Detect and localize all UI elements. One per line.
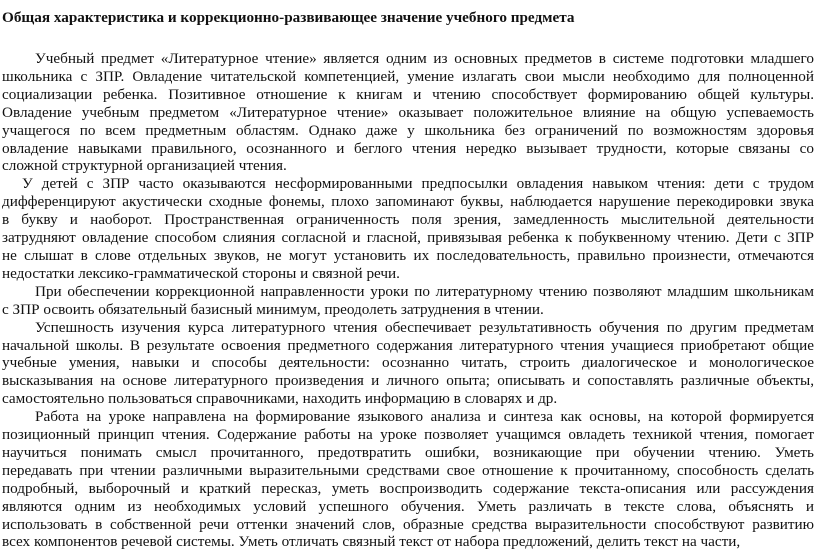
text-line: Учебный предмет «Литературное чтение» является одним из основных предметов в системе подготовки младшего [35, 50, 814, 67]
text-line: социализации ребенка. Позитивное отношение к книгам и чтению способствует формированию общей культуры. [2, 85, 814, 103]
text-line: являются одним из необходимых условий успешного обучения. Уметь различать в тексте слова, объяснять и [2, 497, 814, 515]
text-line: затрудняют овладение способом слияния согласной и гласной, привязывая ребенка к побуквенному чтению. Дети с ЗПР [2, 229, 814, 247]
text-line: Работа на уроке направлена на формирование языкового анализа и синтеза как основы, на которой формируется [35, 408, 814, 426]
text-line: не слышат в слове отдельных звуков, не могут установить их последовательность, правильно произнести, отмечаются [2, 246, 814, 264]
paragraph [0, 50, 816, 175]
text-line: школьника с ЗПР. Овладение читательской компетенцией, умение излагать свои мысли необходимо для полноценной [2, 67, 814, 85]
text-line: передавать при чтении различными выразительными средствами свое отношение к прочитанному, способность сделать [2, 461, 814, 479]
text-line: позиционный принцип чтения. Содержание работы на уроке позволяет учащимся овладеть техникой чтения, помогает [2, 426, 814, 444]
text-line: с ЗПР освоить обязательный базисный минимум, преодолеть затруднения в чтении. [2, 300, 544, 318]
paragraph [0, 408, 816, 551]
text-line: учащегося по всем предметным областям. Однако даже у школьника без ограничений по возможностям здоровья [2, 121, 814, 139]
text-line: научиться понимать смысл прочитанного, предотвратить ошибки, возникающие при обучении чтению. Уметь [2, 443, 814, 461]
text-line: учебные умения, навыки и способы деятельности: осознанно читать, строить диалогическое и монологическое [2, 354, 814, 372]
document-body [0, 50, 816, 551]
text-line: высказывания на основе литературного произведения и личного опыта; описывать и сопоставлять различные объекты, [2, 372, 814, 390]
text-line: подробный, выборочный и краткий пересказ, уметь воспроизводить содержание текста-описания или рассуждения [2, 479, 814, 497]
text-line: недостатки лексико-грамматической стороны и связной речи. [2, 264, 400, 282]
paragraph [0, 319, 816, 409]
text-line: У детей с ЗПР часто оказываются несформированными предпосылки овладения навыком чтения: дети с трудом [22, 175, 814, 193]
text-line: При обеспечении коррекционной направленности уроки по литературному чтению позволяют младшим школьникам [35, 282, 814, 300]
text-line: всех компонентов речевой системы. Уметь отличать связный текст от набора предложений, делить текст на части, [2, 533, 741, 551]
text-line: использовать в собственной речи оттенки значений слов, образные средства выразительности способствуют развитию [2, 515, 814, 533]
paragraph [0, 283, 816, 319]
text-line: сложной структурной организацией чтения. [2, 157, 287, 175]
text-line: Успешность изучения курса литературного чтения обеспечивает результативность обучения по другим предметам [35, 318, 814, 336]
text-line: Овладение учебным предметом «Литературное чтение» оказывает положительное влияние на общую успеваемость [2, 103, 814, 121]
document-page [0, 8, 816, 551]
paragraph [0, 175, 816, 282]
document-heading: Общая характеристика и коррекционно-развивающее значение учебного предмета [2, 9, 575, 26]
text-line: в букву и наоборот. Пространственная ограниченность поля зрения, замедленность мыслительной деятельности [2, 211, 814, 229]
text-line: начальной школы. В результате освоения предметного содержания литературного чтения учащиеся приобретают общие [2, 336, 814, 354]
text-line: овладение навыками правильного, осознанного и беглого чтения нередко вызывает трудности, которые связаны со [2, 139, 814, 157]
text-line: дифференцируют акустически сходные фонемы, плохо запоминают буквы, наблюдается нарушение перекодировки звука [2, 193, 814, 211]
text-line: самостоятельно пользоваться справочниками, находить информацию в словарях и др. [2, 390, 558, 408]
